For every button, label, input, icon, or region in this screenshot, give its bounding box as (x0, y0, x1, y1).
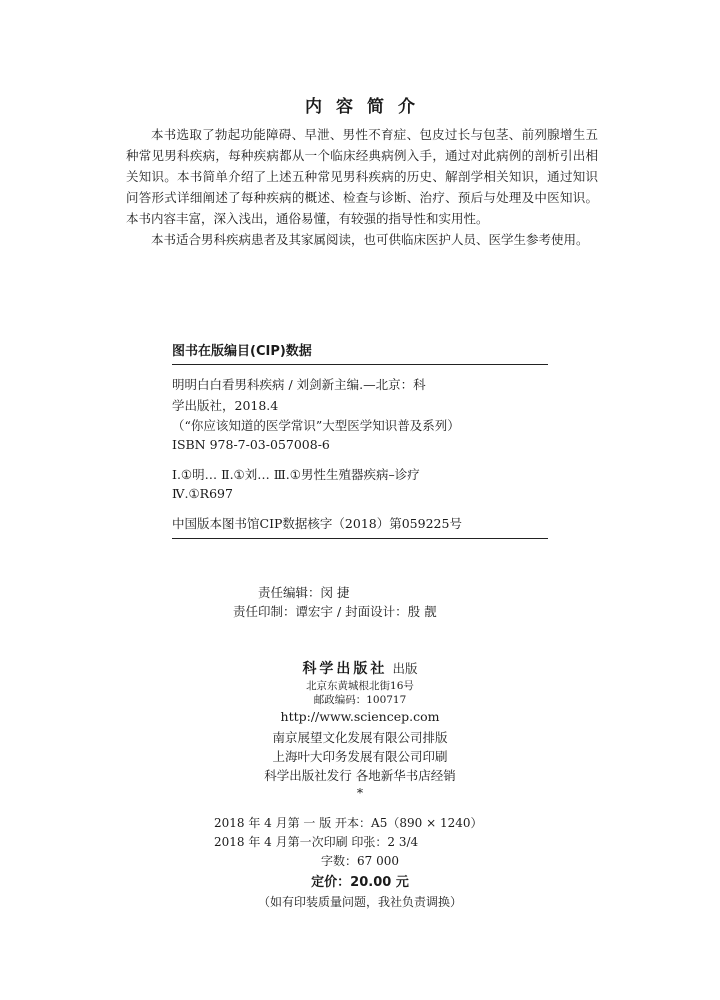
page-title: 内容简介 (305, 97, 429, 117)
distribution-info: 科学出版社发行 各地新华书店经销 (264, 768, 456, 783)
intro-line: 知识问答形式详细阐述了每种疾病的概述、检查与诊断、治疗、预后与处理及中医知 (126, 169, 598, 205)
intro-paragraph-2: 本书适合男科疾病患者及其家属阅读，也可供临床医护人员、医学生参考使用。 (151, 232, 589, 247)
publisher-name: 科学出版社 (302, 661, 388, 677)
intro-line: 识。本书内容丰富，深入浅出，通俗易懂，有较强的指导性和实用性。 (126, 190, 598, 226)
publisher-url: http://www.sciencep.com (280, 709, 440, 724)
intro-line: 相关知识。本书简单介绍了上述五种常见男科疾病的历史、解剖学相关知识，通过 (126, 148, 598, 184)
cip-line: （“你应该知道的医学常识”大型医学知识普及系列） (172, 418, 460, 433)
cip-line: 学出版社，2018.4 (172, 398, 279, 413)
intro-paragraph-1 (126, 124, 598, 229)
cip-classification: Ⅳ.①R697 (172, 486, 233, 501)
word-count: 字数：67 000 (321, 854, 399, 868)
publisher-postcode: 邮政编码：100717 (313, 694, 407, 706)
printing-company: 上海叶大印务发展有限公司印刷 (272, 749, 448, 764)
cip-classification: Ⅰ.①明… Ⅱ.①刘… Ⅲ.①男性生殖器疾病–诊疗 (172, 467, 420, 482)
cip-isbn: ISBN 978-7-03-057008-6 (172, 437, 330, 452)
edition-info: 2018 年 4 月第 一 版 开本：A5（890 × 1240） (214, 816, 483, 830)
publisher-line (0, 658, 720, 678)
publisher-address: 北京东黄城根北街16号 (306, 680, 414, 692)
intro-line: 种常见男科疾病，每种疾病都从一个临床经典病例入手，通过对此病例的剖析引出 (126, 148, 586, 163)
separator-star: * (356, 785, 364, 800)
publisher-tag: 出版 (392, 661, 418, 676)
price: 定价：20.00 元 (311, 875, 409, 890)
impression-info: 2018 年 4 月第一次印刷 印张：2 3/4 (214, 835, 419, 849)
intro-line: 本书选取了勃起功能障碍、早泄、男性不育症、包皮过长与包茎、前列腺增生五 (151, 127, 598, 142)
cip-bottom-rule (172, 538, 548, 539)
cip-heading: 图书在版编目(CIP)数据 (172, 344, 312, 359)
typesetting-company: 南京展望文化发展有限公司排版 (272, 730, 448, 745)
cip-top-rule (172, 364, 548, 365)
print-and-cover-credits: 责任印制：谭宏宇 / 封面设计：殷 靓 (233, 604, 437, 619)
intro-text (126, 124, 598, 250)
cip-record-number: 中国版本图书馆CIP数据核字（2018）第059225号 (172, 516, 462, 531)
quality-notice: （如有印装质量问题，我社负责调换） (257, 895, 462, 909)
cip-line: 明明白白看男科疾病 / 刘剑新主编.—北京：科 (172, 377, 426, 392)
responsible-editor: 责任编辑：闵 捷 (258, 585, 350, 600)
